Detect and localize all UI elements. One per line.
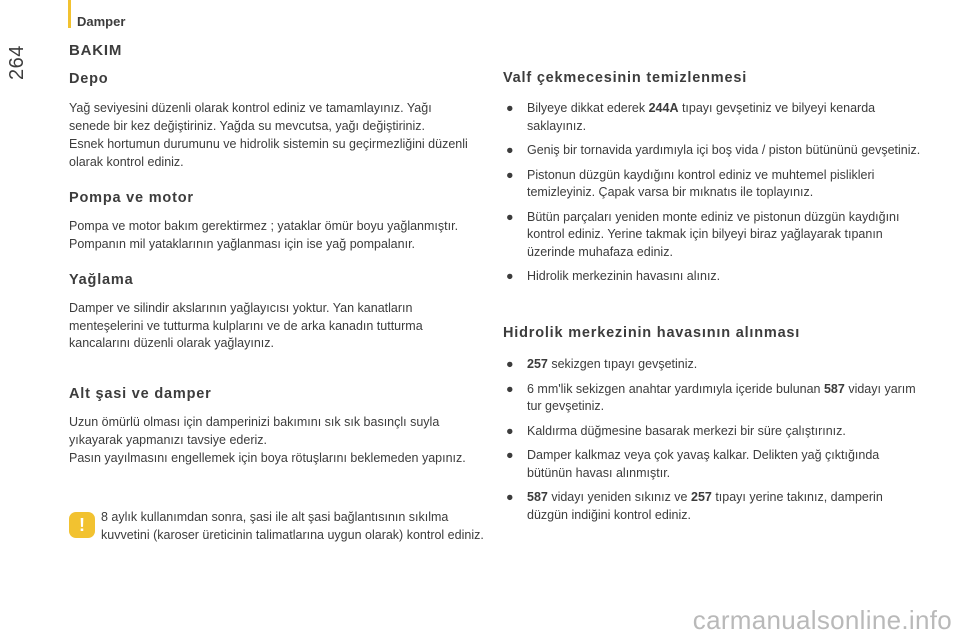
list-item	[503, 268, 923, 286]
heading-valf: Valf çekmecesinin temizlenmesi	[503, 70, 748, 86]
part-number: 587	[823, 381, 845, 396]
list-item-text: vidayı yarım tur gevşetiniz.	[527, 381, 916, 413]
depo-paragraph-2: Esnek hortumun durumunu ve hidrolik sistemin su geçirmezliğini düzenli olarak kontrol ediniz.	[69, 137, 468, 169]
list-item-text: Damper kalkmaz veya çok yavaş kalkar. Delikten yağ çıktığında bütünün havası alınmıştır.	[527, 448, 880, 480]
list-item-text: Kaldırma düğmesine basarak merkezi bir süre çalıştırınız.	[527, 423, 846, 438]
heading-pompa: Pompa ve motor	[69, 190, 194, 206]
list-item-text: sekizgen tıpayı gevşetiniz.	[547, 357, 698, 371]
heading-sasi: Alt şasi ve damper	[69, 386, 212, 402]
list-item-text: Pistonun düzgün kaydığını kontrol ediniz ve muhtemel pislikleri temizleyiniz. Çapak varsa bir mıknatıs ile toplayınız.	[527, 167, 875, 199]
yaglama-paragraph-1: Damper ve silindir akslarının yağlayıcısı yoktur. Yan kanatların menteşelerini ve tutturma kulplarını ve de arka kanadın tutturma kancalarını düzenli olarak yağlayınız.	[69, 301, 423, 350]
list-item	[503, 447, 923, 482]
list-item	[503, 489, 923, 524]
page-number: 264	[6, 45, 28, 80]
bullet-icon: ●	[506, 423, 514, 438]
part-number: 587	[527, 490, 548, 504]
part-number: 244A	[648, 101, 679, 115]
watermark: carmanualsonline.info	[692, 605, 952, 635]
bullet-icon: ●	[506, 143, 514, 157]
list-item	[503, 167, 923, 202]
part-number: 257	[691, 490, 712, 504]
part-number: 257	[527, 357, 548, 371]
bullet-icon: ●	[506, 167, 514, 182]
pompa-paragraph-1: Pompa ve motor bakım gerektirmez ; yataklar ömür boyu yağlanmıştır. Pompanın mil yataklarının yağlanması için ise yağ pompalanır.	[69, 219, 459, 251]
section-name: Damper	[77, 14, 126, 29]
heading-yaglama: Yağlama	[69, 272, 134, 288]
list-item-text: tıpayı gevşetiniz ve bilyeyi kenarda saklayınız.	[527, 101, 876, 133]
list-item-text: vidayı yeniden sıkınız ve	[547, 490, 691, 504]
list-item	[503, 381, 923, 416]
warning-icon	[69, 512, 95, 538]
bullet-icon: ●	[506, 448, 514, 462]
sasi-paragraph-1: Uzun ömürlü olması için damperinizi bakımını sık sık basınçlı suyla yıkayarak yapmanızı tavsiye ederiz.	[69, 415, 440, 447]
list-item-text: 6 mm'lik sekizgen anahtar yardımıyla içeride bulunan	[527, 381, 824, 396]
warning-text: 8 aylık kullanımdan sonra, şasi ile alt şasi bağlantısının sıkılma kuvvetini (karoser üreticinin talimatlarına uygun olarak) kontrol ediniz.	[101, 510, 484, 542]
list-item	[503, 356, 923, 374]
list-item	[503, 142, 923, 160]
bullet-icon: ●	[506, 381, 514, 396]
list-item-text: Geniş bir tornavida yardımıyla içi boş vida / piston bütününü gevşetiniz.	[527, 143, 921, 157]
sasi-paragraph-2: Pasın yayılmasını engellemek için boya rötuşlarını beklemeden yapınız.	[69, 451, 466, 465]
bullet-icon: ●	[506, 101, 514, 115]
list-item	[503, 423, 923, 441]
heading-hidrolik: Hidrolik merkezinin havasının alınması	[503, 325, 801, 341]
bullet-icon: ●	[506, 357, 514, 371]
list-item	[503, 209, 923, 262]
main-title: BAKIM	[69, 42, 123, 59]
list-item-text: Hidrolik merkezinin havasını alınız.	[527, 269, 721, 283]
heading-depo: Depo	[69, 71, 109, 87]
bullet-icon: ●	[506, 490, 514, 504]
list-item	[503, 100, 923, 135]
hidrolik-list	[503, 356, 923, 531]
section-accent-bar	[68, 0, 71, 28]
bullet-icon: ●	[506, 269, 514, 283]
valf-list	[503, 100, 923, 293]
list-item-text: Bütün parçaları yeniden monte ediniz ve pistonun düzgün kaydığını kontrol ediniz. Yerine takmak için bilyeyi biraz yağlayarak tıpanın üzerinde muhafaza ediniz.	[527, 209, 900, 259]
bullet-icon: ●	[506, 209, 514, 224]
depo-paragraph-1: Yağ seviyesini düzenli olarak kontrol ediniz ve tamamlayınız. Yağı senede bir kez değiştiriniz. Yağda su mevcutsa, yağı değiştiriniz.	[69, 101, 432, 133]
warning-icon-symbol: !	[79, 515, 85, 535]
list-item-text: tıpayı yerine takınız, damperin düzgün indiğini kontrol ediniz.	[527, 490, 883, 522]
list-item-text: Bilyeye dikkat ederek	[527, 101, 649, 115]
